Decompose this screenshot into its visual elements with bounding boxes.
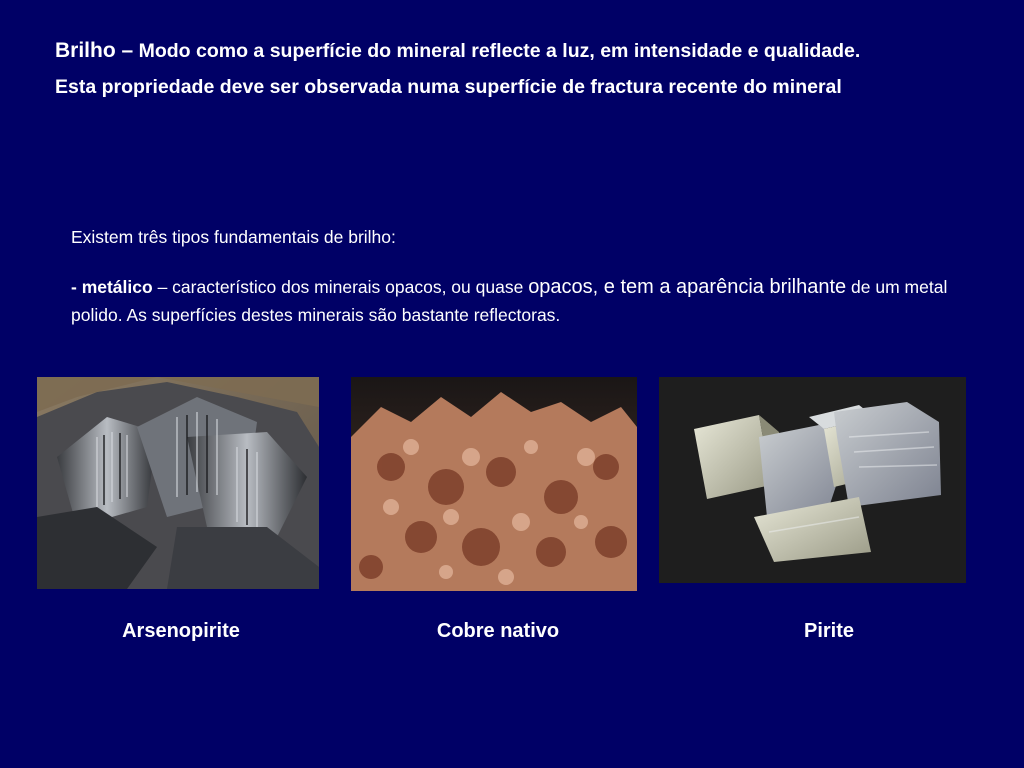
metallic-paragraph: [71, 272, 991, 328]
caption-cobre-nativo: Cobre nativo: [436, 620, 560, 642]
heading-block: [55, 36, 975, 102]
intro-line: Existem três tipos fundamentais de brilho:: [71, 227, 396, 247]
definition-paragraph: [55, 36, 975, 66]
metallic-desc-b: opacos, e tem a aparência brilhante: [528, 276, 847, 299]
arsenopirite-photo: [37, 377, 319, 589]
metallic-desc-a: – característico dos minerais opacos, ou quase: [152, 277, 529, 298]
metallic-term: - metálico: [71, 277, 153, 298]
cobre-nativo-photo: [351, 377, 637, 591]
term-brilho: Brilho –: [55, 39, 134, 62]
definition-text: Modo como a superfície do mineral reflecte a luz, em intensidade e qualidade.: [133, 40, 861, 62]
metallic-desc-c: de um metal polido. As superfícies destes minerais são bastante reflectoras.: [71, 277, 948, 326]
caption-arsenopirite: Arsenopirite: [122, 620, 240, 642]
observation-note: Esta propriedade deve ser observada numa superfície de fractura recente do mineral: [55, 75, 842, 98]
pirite-photo: [659, 377, 966, 583]
caption-pirite: Pirite: [803, 620, 855, 642]
body-text: [71, 224, 991, 329]
